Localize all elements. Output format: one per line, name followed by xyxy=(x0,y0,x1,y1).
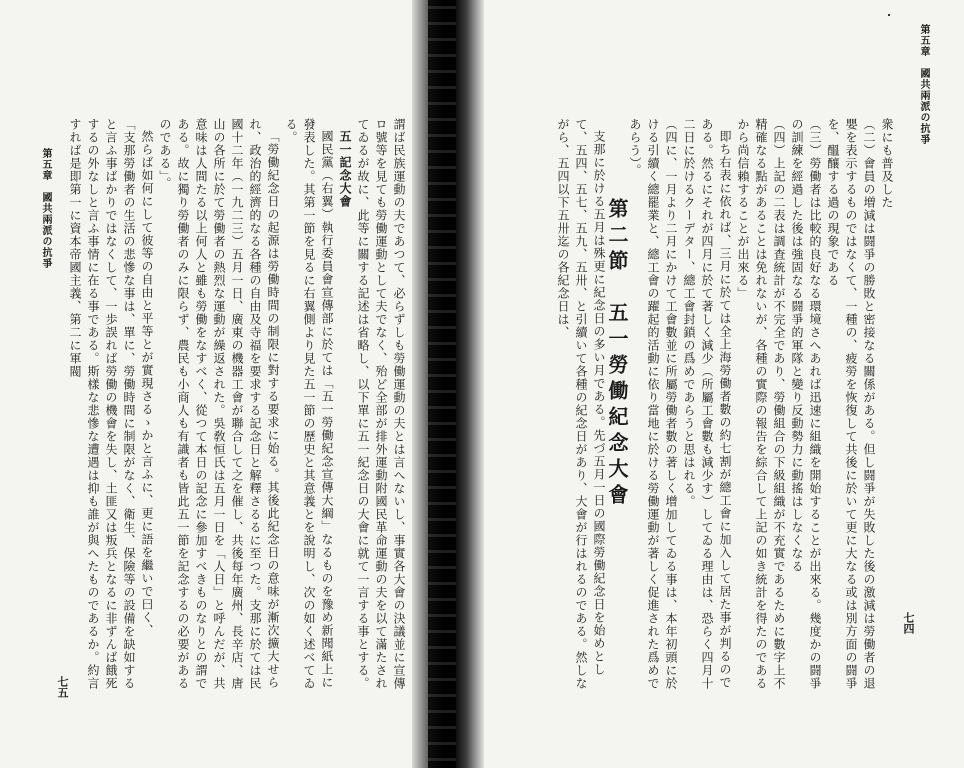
paragraph: （四）上記の二表は調査統計が不完全であり、勞働組合の下級組織が不充實であるために數字上不精確なる點があることは免れないが、各種の實際の報告を綜合して上記の如き統計を得たのであるから尚信賴することが出來る」 xyxy=(736,118,786,690)
right-page-number: 七四 xyxy=(902,612,915,634)
section-heading: 第二節 五一勞働紀念大會 xyxy=(605,198,629,510)
paragraph: （二）會員の増減は闘爭の勝敗と密接なる關係がある。但し闘爭が失敗した後の激減は勞働者の退嬰を表示するものではなくて、一種の、疲勞を恢復して共後に於いて更に大なる或は別方面の闘爭を、醞釀する過の現象である xyxy=(826,118,876,690)
left-page-number: 七五 xyxy=(56,676,69,698)
paragraph: 「勞働紀念日の起源は勞働時間の制限に對する要求に始る。其後此紀念日の意味が漸次擴大せられ、政治的經濟的なる各種の自由及寺福を要求する記念日と解釋さるるに至つた。支那に於ては民國十二年（一九二三）五月一日、廣東の機器工會が聯合して之を催し、共後每年廣州、長辛店、唐山の各所に於て勞働者の熱烈な運動が繰返された。吳敎恒氏は五月一日を「人日」と呼んだが、共意味は人間たる以上何人と雖も勞働をなすべく、從つて本日の記念に參加すべきものなりとの謂である。故に獨り勞働者のみに限らず、農民も小商人も有識者も皆此五一節を記念するの必要があるのである」。 xyxy=(158,118,280,690)
right-page-text xyxy=(548,118,896,698)
paragraph: 「支那勞働者の生活の悲慘な事は、單に、勞働時間に制限がなく、衛生、保險等の設備を缺如すると言ふ事ばかりではなくして、一歩誤れば勞働の機會を失し、土匪又は叛兵となるに非ずんば餓死するの外なしと言ふ事情に在る事である。斯樣な悲慘な遭遇は抑も誰が與へたものであるか。約言すれば是即第一に資本帝國主義、第二に軍閥 xyxy=(68,118,136,690)
paragraph: （四に、一月より二月にかけて工會數並に所屬勞働者數の著しく增加してゐる事は、本年初頭に於ける引續く總罷業と、總工會の躍起的活動に依り當地に於ける勞働運動が著しく促進された爲めであらう）。 xyxy=(628,118,678,690)
print-speck xyxy=(888,14,890,16)
left-running-head: 第五章 國共兩派の抗爭 xyxy=(40,148,51,269)
right-running-head: 第五章 國共兩派の抗爭 xyxy=(918,24,929,145)
paragraph: 即ち右表に依れば、三月に於ては全上海勞働者數の約七割が總工會に加入して居た事が判るのである。然るにそれが四月に於て著しく減少（所屬工會數も減少す）してゐる理由は、恐らく四月十二日に於けるクーデター、總工會封鎖の爲めであらうと思はれる。 xyxy=(682,118,732,690)
paragraph: 支那に於ける五月は殊更に紀念日の多い月である。先づ五月一日の國際勞働紀念日を始めとして、五四、五七、五九、五卅、と引續いて各種の紀念日があり、大會が行はれるのである。然しながら、五四以下五卅迄の各紀念日は、 xyxy=(556,118,606,690)
paragraph: （三）勞働者は比較的良好なる環境さへあれば迅速に組織を開始することが出來る。幾度かの闘爭の訓練を經過した後は強固なる闘爭的軍隊と變り反動勢力に動搖はしなくなる xyxy=(790,118,822,690)
paragraph: 然らば如何にして彼等の自由と平等とが實現さるゝかと言ふに、更に語を繼いで曰く、 xyxy=(140,130,154,637)
left-page-text xyxy=(68,118,408,698)
subheading: 五一記念大會 xyxy=(338,130,352,208)
paragraph: 國民黨（右翼）執行委員會宣傳部に於ては「五一勞働紀念宣傳大綱」なるものを豫め新聞紙上に發表した。其第一節を見るに右翼側より見た五一節の歷史と其意義とを說明し、次の如く述べてゐる。 xyxy=(284,118,334,690)
paragraph: 衆にも普及した xyxy=(880,118,894,209)
book-binding-edge xyxy=(428,0,456,768)
paragraph: 謂ば民族運動の夫であつて、必らずしも勞働運動の夫とは言へないし、事實各大會の決議並に宣傳ロ號等を見ても勞働運動として夫でなく、殆ど全部が排外運動附國民革命運動の夫を以て滿たされてゐるが故に、此等に關する記述は省略し、以下單に五一紀念日の大會に就て一言する事とする。 xyxy=(356,118,406,690)
